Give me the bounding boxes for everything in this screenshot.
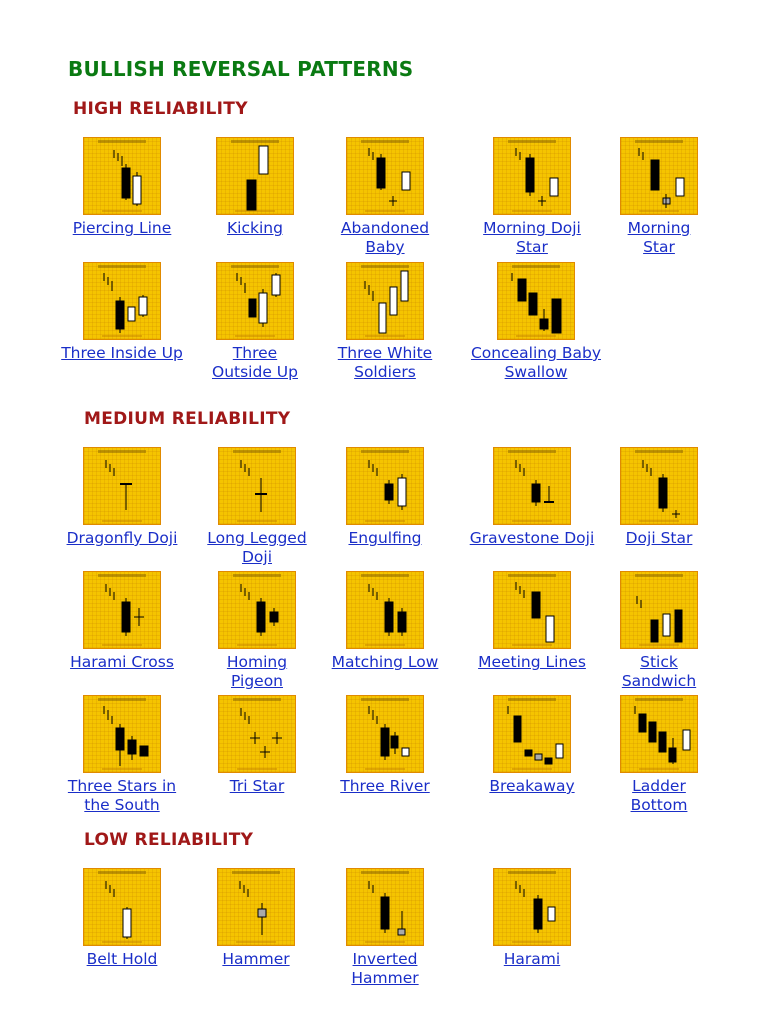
kicking-link[interactable]: Kicking (227, 219, 283, 237)
tri-star-chart-image[interactable] (218, 695, 296, 773)
doji-star-link[interactable]: Doji Star (625, 529, 693, 547)
harami-chart-image[interactable] (493, 868, 571, 946)
morning-doji-star-link[interactable]: Morning Doji Star (483, 219, 581, 256)
stick-sandwich-chart-image[interactable] (620, 571, 698, 649)
homing-pigeon-chart-image[interactable] (218, 571, 296, 649)
pattern-three-stars-south (47, 695, 197, 815)
pattern-three-inside-up (47, 262, 197, 363)
three-white-soldiers-link[interactable]: Three White Soldiers (337, 344, 433, 381)
meeting-lines-chart-image[interactable] (493, 571, 571, 649)
abandoned-baby-link[interactable]: Abandoned Baby (340, 219, 430, 256)
three-inside-up-link[interactable]: Three Inside Up (61, 344, 183, 362)
dragonfly-doji-link[interactable]: Dragonfly Doji (66, 529, 178, 547)
three-white-soldiers-chart-image[interactable] (346, 262, 424, 340)
harami-cross-link[interactable]: Harami Cross (70, 653, 174, 671)
pattern-dragonfly-doji (47, 447, 197, 548)
abandoned-baby-chart-image[interactable] (346, 137, 424, 215)
harami-link[interactable]: Harami (503, 950, 561, 968)
pattern-stick-sandwich (584, 571, 734, 691)
ladder-bottom-chart-image[interactable] (620, 695, 698, 773)
pattern-belt-hold (47, 868, 197, 969)
three-stars-south-link[interactable]: Three Stars in the South (67, 777, 177, 814)
pattern-concealing-baby-swallow (461, 262, 611, 382)
doji-star-chart-image[interactable] (620, 447, 698, 525)
pattern-three-outside-up (180, 262, 330, 382)
three-river-chart-image[interactable] (346, 695, 424, 773)
three-inside-up-chart-image[interactable] (83, 262, 161, 340)
three-outside-up-chart-image[interactable] (216, 262, 294, 340)
pattern-harami-cross (47, 571, 197, 672)
section-title-medium: MEDIUM RELIABILITY (84, 409, 291, 429)
concealing-baby-swallow-chart-image[interactable] (497, 262, 575, 340)
belt-hold-link[interactable]: Belt Hold (86, 950, 158, 968)
inverted-hammer-link[interactable]: Inverted Hammer (351, 950, 419, 987)
pattern-three-river (310, 695, 460, 796)
pattern-kicking (180, 137, 330, 238)
pattern-engulfing (310, 447, 460, 548)
pattern-matching-low (310, 571, 460, 672)
page-title: BULLISH REVERSAL PATTERNS (68, 57, 414, 81)
pattern-ladder-bottom (584, 695, 734, 815)
three-stars-south-chart-image[interactable] (83, 695, 161, 773)
kicking-chart-image[interactable] (216, 137, 294, 215)
inverted-hammer-chart-image[interactable] (346, 868, 424, 946)
long-legged-doji-link[interactable]: Long Legged Doji (207, 529, 307, 566)
homing-pigeon-link[interactable]: Homing Pigeon (226, 653, 288, 690)
pattern-doji-star (584, 447, 734, 548)
dragonfly-doji-chart-image[interactable] (83, 447, 161, 525)
ladder-bottom-link[interactable]: Ladder Bottom (630, 777, 688, 814)
breakaway-chart-image[interactable] (493, 695, 571, 773)
long-legged-doji-chart-image[interactable] (218, 447, 296, 525)
meeting-lines-link[interactable]: Meeting Lines (478, 653, 586, 671)
tri-star-link[interactable]: Tri Star (229, 777, 285, 795)
engulfing-link[interactable]: Engulfing (348, 529, 422, 547)
belt-hold-chart-image[interactable] (83, 868, 161, 946)
pattern-three-white-soldiers (310, 262, 460, 382)
hammer-chart-image[interactable] (217, 868, 295, 946)
matching-low-link[interactable]: Matching Low (331, 653, 439, 671)
morning-star-link[interactable]: Morning Star (627, 219, 691, 256)
piercing-line-link[interactable]: Piercing Line (72, 219, 172, 237)
hammer-link[interactable]: Hammer (222, 950, 290, 968)
breakaway-link[interactable]: Breakaway (489, 777, 575, 795)
section-title-low: LOW RELIABILITY (84, 830, 254, 850)
gravestone-doji-chart-image[interactable] (493, 447, 571, 525)
gravestone-doji-link[interactable]: Gravestone Doji (469, 529, 595, 547)
engulfing-chart-image[interactable] (346, 447, 424, 525)
pattern-harami (457, 868, 607, 969)
section-title-high: HIGH RELIABILITY (73, 99, 248, 119)
three-outside-up-link[interactable]: Three Outside Up (212, 344, 298, 381)
pattern-hammer (181, 868, 331, 969)
pattern-piercing-line (47, 137, 197, 238)
concealing-baby-swallow-link[interactable]: Concealing Baby Swallow (470, 344, 602, 381)
harami-cross-chart-image[interactable] (83, 571, 161, 649)
three-river-link[interactable]: Three River (340, 777, 430, 795)
pattern-abandoned-baby (310, 137, 460, 257)
pattern-inverted-hammer (310, 868, 460, 988)
stick-sandwich-link[interactable]: Stick Sandwich (621, 653, 697, 690)
morning-star-chart-image[interactable] (620, 137, 698, 215)
matching-low-chart-image[interactable] (346, 571, 424, 649)
morning-doji-star-chart-image[interactable] (493, 137, 571, 215)
piercing-line-chart-image[interactable] (83, 137, 161, 215)
pattern-morning-star (584, 137, 734, 257)
